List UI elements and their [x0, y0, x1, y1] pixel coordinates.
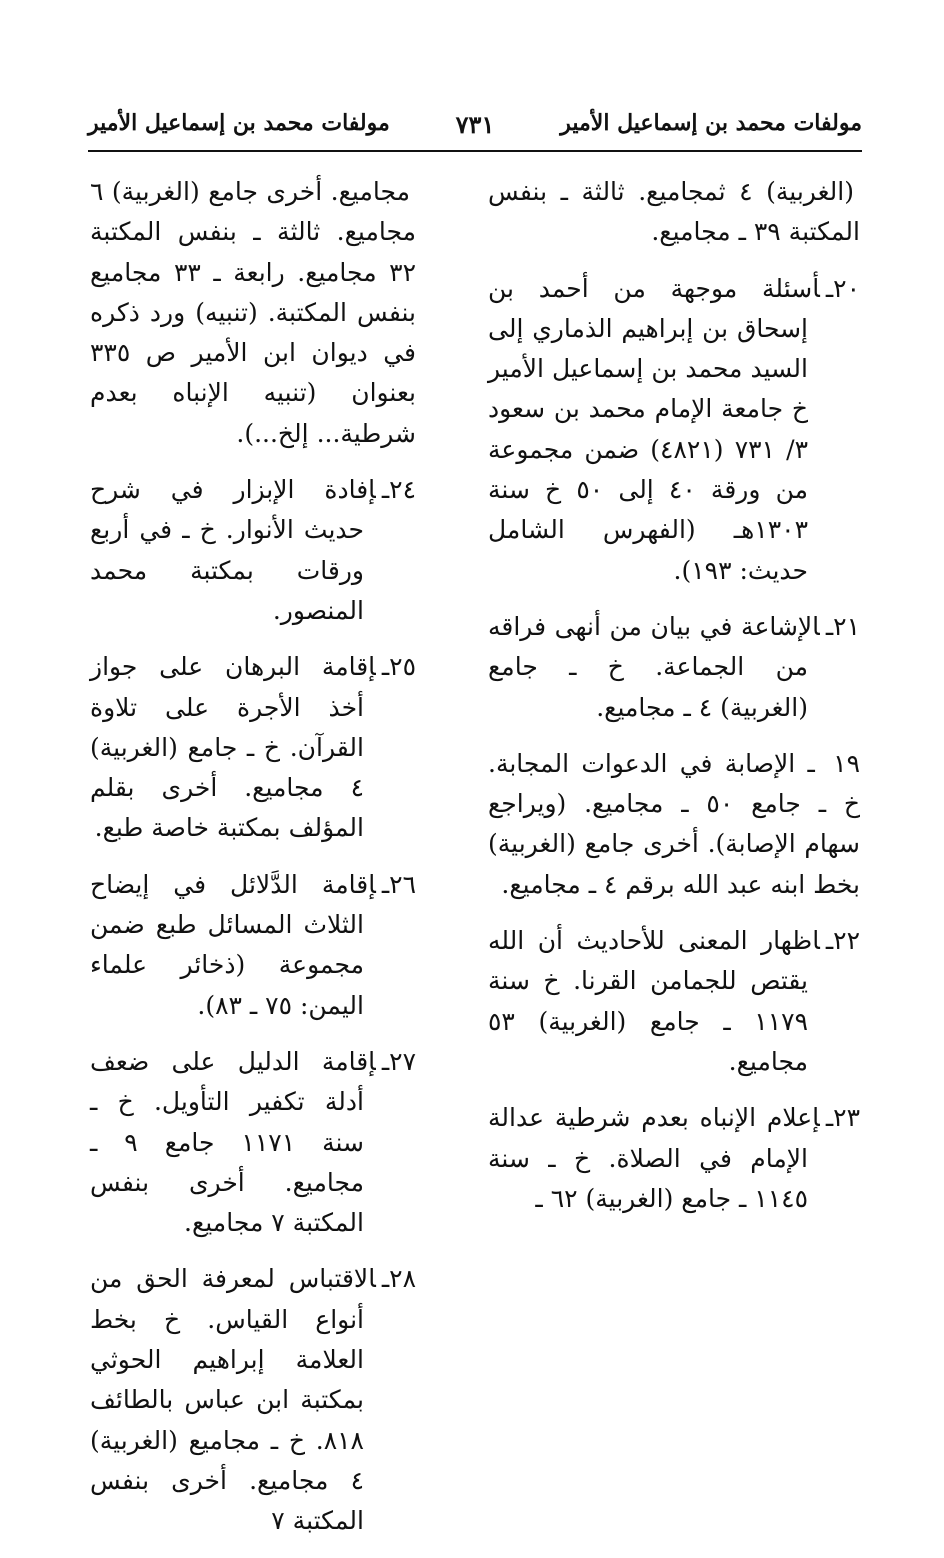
bibliography-entry: ١٩ ـ الإصابة في الدعوات المجابة. خ ـ جامع ٥٠ ـ مجاميع. (ويراجع سهام الإصابة). أخرى جامع (الغربية) بخط ابنه عبد الله برقم ٤ ـ مجاميع.: [488, 748, 860, 899]
bibliography-entry: ٢١ـالإشاعة في بيان من أنهى فراقه من الجماعة. خ ـ جامع (الغربية) ٤ ـ مجاميع.: [488, 611, 860, 722]
bibliography-entry: مجاميع. أخرى جامع (الغربية) ٦ مجاميع. ثالثة ـ بنفس المكتبة ٣٢ مجاميع. رابعة ـ ٣٣ مجاميع بنفس المكتبة. (تنبيه) ورد ذكره في ديوان ابن الأمير ص ٣٣٥ بعنوان (تنبيه الإنباه بعدم شرطية... إلخ...).: [90, 177, 416, 448]
left-column: [90, 172, 416, 1558]
bibliography-entry: ٢٦ـإقامة الدَّلائل في إيضاح الثلاث المسائل طبع ضمن مجموعة (ذخائر علماء اليمن: ٧٥ ـ ٨٣).: [90, 869, 416, 1020]
bibliography-entry: ٢٣ـإعلام الإنباه بعدم شرطية عدالة الإمام في الصلاة. خ ـ سنة ١١٤٥ ـ جامع (الغربية) ٦٢ ـ: [488, 1103, 860, 1213]
header-title-left: مولفات محمد بن إسماعيل الأمير: [88, 110, 390, 136]
header-title-right: مولفات محمد بن إسماعيل الأمير: [560, 110, 862, 136]
bibliography-entry: ٢٨ـالاقتباس لمعرفة الحق من أنواع القياس. خ بخط العلامة إبراهيم الحوثي بمكتبة ابن عباس بالطائف ٨١٨. خ ـ مجاميع (الغربية) ٤ مجاميع. أخرى بنفس المكتبة ٧: [90, 1264, 416, 1536]
bibliography-entry: (الغربية) ٤ ثمجاميع. ثالثة ـ بنفس المكتبة ٣٩ ـ مجاميع.: [488, 177, 860, 247]
bibliography-entry: ٢٥ـإقامة البرهان على جواز أخذ الأجرة على تلاوة القرآن. خ ـ جامع (الغربية) ٤ مجاميع. أخرى بقلم المؤلف بمكتبة خاصة طبع.: [90, 652, 416, 843]
page-number: ٧٣١: [455, 110, 495, 139]
bibliography-entry: ٢٤ـإفادة الإبزار في شرح حديث الأنوار. خ ـ في أربع ورقات بمكتبة محمد المنصور.: [90, 475, 416, 625]
bibliography-entry: ٢٠ـأسئلة موجهة من أحمد بن إسحاق بن إبراهيم الذماري إلى السيد محمد بن إسماعيل الأمير خ جامعة الإمام محمد بن سعود ٣/ ٧٣١ (٤٨٢١) ضمن مجموعة من ورقة ٤٠ إلى ٥٠ خ سنة ١٣٠٣هـ (الفهرس الشامل حديث: ١٩٣).: [488, 273, 860, 585]
bibliography-entry: ٢٧ـإقامة الدليل على ضعف أدلة تكفير التأويل. خ ـ سنة ١١٧١ جامع ٩ ـ مجاميع. أخرى بنفس المكتبة ٧ مجاميع.: [90, 1046, 416, 1238]
running-header: [88, 110, 862, 150]
bibliography-entry: ٢٢ـاظهار المعنى للأحاديث أن الله يقتص للجمامن القرنا. خ سنة ١١٧٩ ـ جامع (الغربية) ٥٣ مجاميع.: [488, 926, 860, 1076]
header-rule: [88, 150, 862, 152]
right-column: [488, 172, 860, 1235]
